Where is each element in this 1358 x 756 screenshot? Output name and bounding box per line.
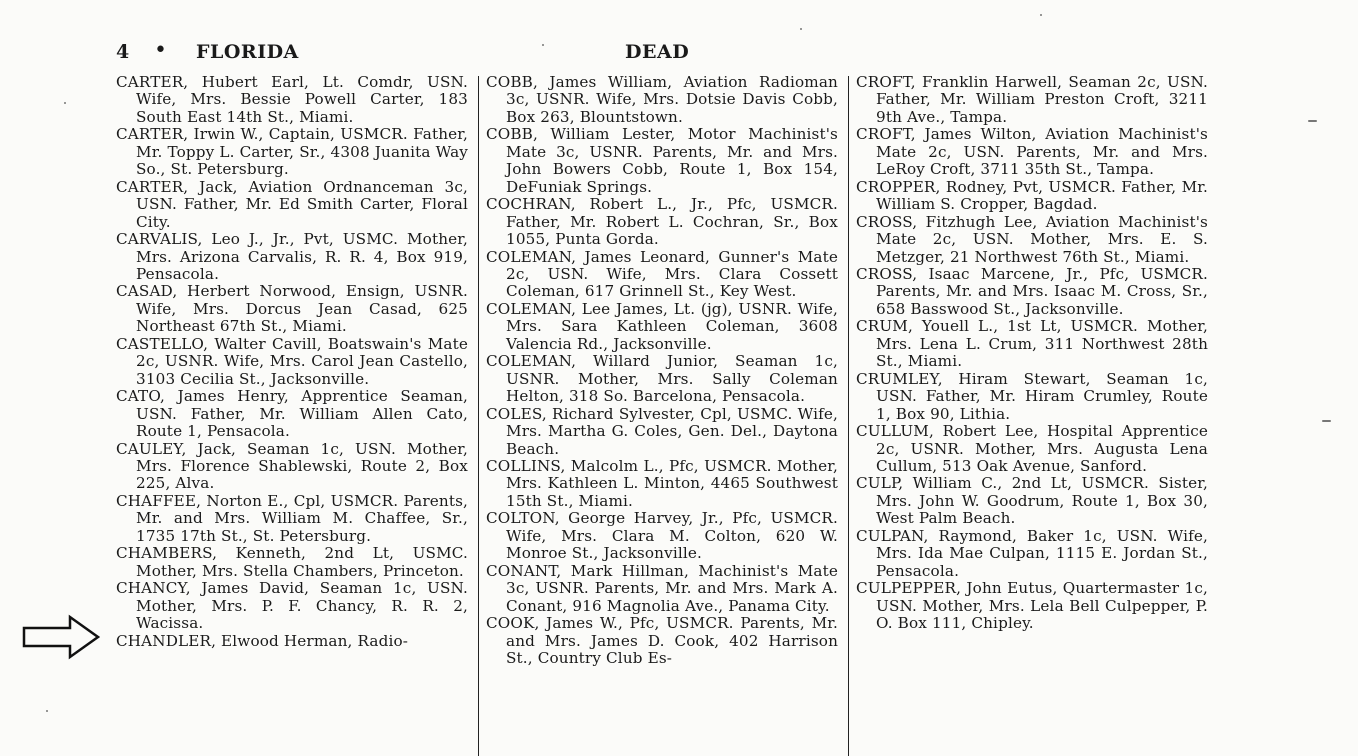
list-entry: CULPAN, Raymond, Baker 1c, USN. Wife, Mrs. Ida Mae Culpan, 1115 E. Jordan St., Pensacola. xyxy=(856,526,1208,580)
scan-speck xyxy=(64,102,66,104)
header-bullet: • xyxy=(154,38,167,63)
list-entry: CROSS, Fitzhugh Lee, Aviation Machinist's Mate 2c, USN. Mother, Mrs. E. S. Metzger, 21 Northwest 76th St., Miami. xyxy=(856,212,1208,266)
list-entry: CONANT, Mark Hillman, Machinist's Mate 3c, USNR. Parents, Mr. and Mrs. Mark A. Conant, 916 Magnolia Ave., Panama City. xyxy=(486,561,838,615)
list-entry: CHANCY, James David, Seaman 1c, USN. Mother, Mrs. P. F. Chancy, R. R. 2, Wacissa. xyxy=(116,579,468,633)
scan-speck xyxy=(800,28,802,30)
scan-speck xyxy=(46,710,48,712)
list-entry: COLLINS, Malcolm L., Pfc, USMCR. Mother, Mrs. Kathleen L. Minton, 4465 Southwest 15th St., Miami. xyxy=(486,456,838,510)
list-entry: COLTON, George Harvey, Jr., Pfc, USMCR. Wife, Mrs. Clara M. Colton, 620 W. Monroe St., Jacksonville. xyxy=(486,509,838,563)
list-entry: COBB, James William, Aviation Radioman 3c, USNR. Wife, Mrs. Dotsie Davis Cobb, Box 263, Blountstown. xyxy=(486,74,838,126)
list-entry: CHANDLER, Elwood Herman, Radio- xyxy=(116,631,409,650)
list-entry: CARVALIS, Leo J., Jr., Pvt, USMC. Mother, Mrs. Arizona Carvalis, R. R. 4, Box 919, Pensacola. xyxy=(116,230,468,283)
column-divider xyxy=(478,76,479,756)
list-entry: CRUMLEY, Hiram Stewart, Seaman 1c, USN. Father, Mr. Hiram Crumley, Route 1, Box 90, Lithia. xyxy=(856,369,1208,423)
page-section-heading: DEAD xyxy=(625,41,690,63)
list-entry: CROFT, James Wilton, Aviation Machinist's Mate 2c, USN. Parents, Mr. and Mrs. LeRoy Croft, 3711 35th St., Tampa. xyxy=(856,125,1208,179)
list-entry: CARTER, Jack, Aviation Ordnanceman 3c, USN. Father, Mr. Ed Smith Carter, Floral City. xyxy=(116,177,468,231)
list-entry: COCHRAN, Robert L., Jr., Pfc, USMCR. Father, Mr. Robert L. Cochran, Sr., Box 1055, Punta Gorda. xyxy=(486,195,838,249)
list-entry: COLES, Richard Sylvester, Cpl, USMC. Wife, Mrs. Martha G. Coles, Gen. Del., Daytona Beach. xyxy=(486,404,838,458)
list-entry: CROFT, Franklin Harwell, Seaman 2c, USN. Father, Mr. William Preston Croft, 3211 9th Ave., Tampa. xyxy=(856,74,1208,126)
column-3 xyxy=(856,74,1208,756)
list-entry: CHAFFEE, Norton E., Cpl, USMCR. Parents, Mr. and Mrs. William M. Chaffee, Sr., 1735 17th St., St. Petersburg. xyxy=(116,491,468,545)
list-entry-highlighted: CHAMBERS, Kenneth, 2nd Lt, USMC. Mother, Mrs. Stella Chambers, Princeton. xyxy=(116,544,468,580)
list-entry: CATO, James Henry, Apprentice Seaman, USN. Father, Mr. William Allen Cato, Route 1, Pensacola. xyxy=(116,387,468,441)
list-entry: CARTER, Irwin W., Captain, USMCR. Father, Mr. Toppy L. Carter, Sr., 4308 Juanita Way So., St. Petersburg. xyxy=(116,125,468,179)
column-1 xyxy=(116,74,468,756)
page-number: 4 xyxy=(116,41,130,63)
scan-speck xyxy=(542,44,544,46)
list-entry: CASAD, Herbert Norwood, Ensign, USNR. Wife, Mrs. Dorcus Jean Casad, 625 Northeast 67th St., Miami. xyxy=(116,282,468,336)
list-entry: CASTELLO, Walter Cavill, Boatswain's Mate 2c, USNR. Wife, Mrs. Carol Jean Castello, 3103 Cecilia St., Jacksonville. xyxy=(116,334,468,388)
page-state-heading: FLORIDA xyxy=(196,41,299,63)
column-divider xyxy=(848,76,849,756)
list-entry: COBB, William Lester, Motor Machinist's Mate 3c, USNR. Parents, Mr. and Mrs. John Bowers Cobb, Route 1, Box 154, DeFuniak Springs. xyxy=(486,125,838,196)
list-entry: CRUM, Youell L., 1st Lt, USMCR. Mother, Mrs. Lena L. Crum, 311 Northwest 28th St., Miami. xyxy=(856,317,1208,371)
list-entry: CULLUM, Robert Lee, Hospital Apprentice 2c, USNR. Mother, Mrs. Augusta Lena Cullum, 513 Oak Avenue, Sanford. xyxy=(856,422,1208,475)
list-entry: CROSS, Isaac Marcene, Jr., Pfc, USMCR. Parents, Mr. and Mrs. Isaac M. Cross, Sr., 658 Basswood St., Jacksonville. xyxy=(856,264,1208,318)
list-entry: COOK, James W., Pfc, USMCR. Parents, Mr. and Mrs. James D. Cook, 402 Harrison St., Country Club Es- xyxy=(486,614,838,667)
scan-speck xyxy=(1308,120,1317,122)
list-entry: CARTER, Hubert Earl, Lt. Comdr, USN. Wife, Mrs. Bessie Powell Carter, 183 South East 14th St., Miami. xyxy=(116,74,468,126)
list-entry: COLEMAN, Willard Junior, Seaman 1c, USNR. Mother, Mrs. Sally Coleman Helton, 318 So. Barcelona, Pensacola. xyxy=(486,352,838,406)
scan-speck xyxy=(1322,420,1331,422)
scan-speck xyxy=(1040,14,1042,16)
column-2 xyxy=(486,74,838,756)
list-entry: COLEMAN, James Leonard, Gunner's Mate 2c, USN. Wife, Mrs. Clara Cossett Coleman, 617 Grinnell St., Key West. xyxy=(486,247,838,301)
list-entry: CAULEY, Jack, Seaman 1c, USN. Mother, Mrs. Florence Shablewski, Route 2, Box 225, Alva. xyxy=(116,439,468,493)
list-entry: CROPPER, Rodney, Pvt, USMCR. Father, Mr. William S. Cropper, Bagdad. xyxy=(856,177,1208,214)
list-entry: COLEMAN, Lee James, Lt. (jg), USNR. Wife, Mrs. Sara Kathleen Coleman, 3608 Valencia Rd., Jacksonville. xyxy=(486,299,838,353)
right-arrow-icon xyxy=(22,614,100,660)
list-entry: CULPEPPER, John Eutus, Quartermaster 1c, USN. Mother, Mrs. Lela Bell Culpepper, P. O. Box 111, Chipley. xyxy=(856,579,1208,633)
list-entry: CULP, William C., 2nd Lt, USMCR. Sister, Mrs. John W. Goodrum, Route 1, Box 30, West Palm Beach. xyxy=(856,474,1208,528)
